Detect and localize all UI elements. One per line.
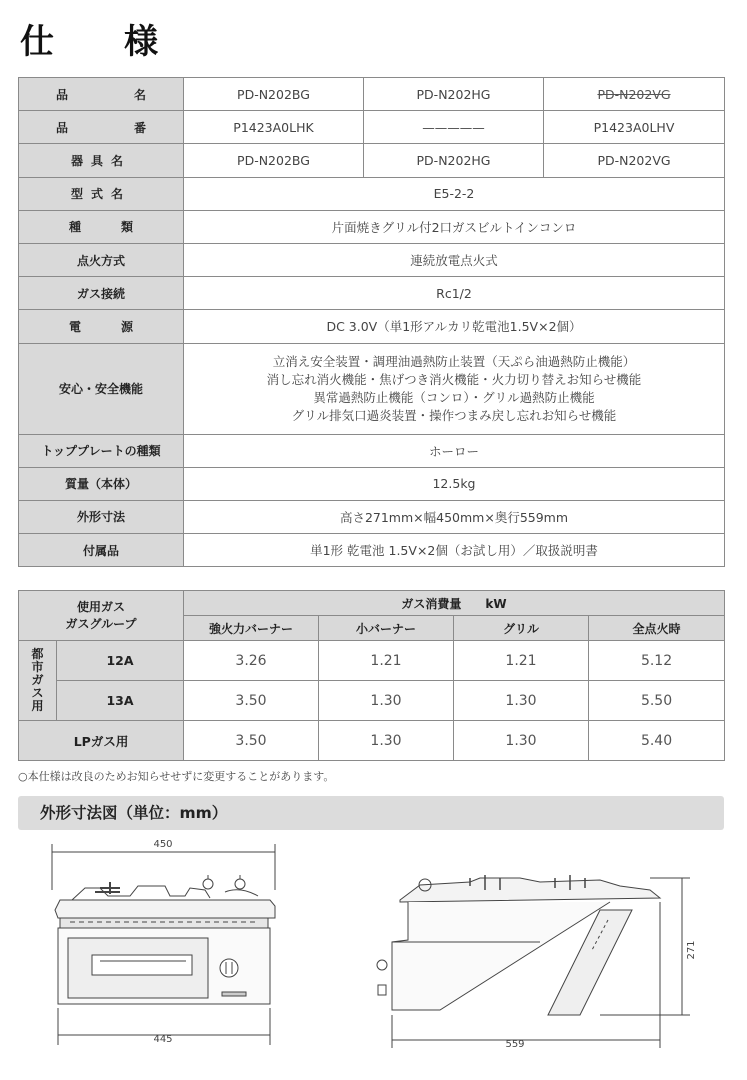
table-row <box>19 177 725 210</box>
row-label: 電 源 <box>19 310 184 343</box>
cell: 1.30 <box>319 721 454 761</box>
cell: 高さ271mm×幅450mm×奥行559mm <box>184 500 725 533</box>
table-row <box>19 111 725 144</box>
cell: E5-2-2 <box>184 177 725 210</box>
feature-line: 立消え安全装置・調理油過熱防止装置（天ぷら油過熱防止機能） <box>272 353 636 369</box>
cell: 5.12 <box>589 641 725 681</box>
table-row <box>19 681 725 721</box>
row-label: 質量（本体） <box>19 467 184 500</box>
table-row <box>19 500 725 533</box>
gas-group-label: LPガス用 <box>19 721 184 761</box>
table-row <box>19 343 725 434</box>
table-row <box>19 78 725 111</box>
cell: 12.5kg <box>184 467 725 500</box>
vertical-char: 用 <box>31 699 44 713</box>
table-row <box>19 277 725 310</box>
cell: 単1形 乾電池 1.5V×2個（お試し用）／取扱説明書 <box>184 534 725 567</box>
cell: PD-N202VG <box>544 144 725 177</box>
cell: P1423A0LHV <box>544 111 725 144</box>
row-label: 品 番 <box>19 111 184 144</box>
cell: 1.21 <box>319 641 454 681</box>
header-line: 使用ガス <box>77 599 126 614</box>
cell: PD-N202BG <box>184 144 364 177</box>
page-title: 仕 様 <box>20 22 176 62</box>
row-label: 付属品 <box>19 534 184 567</box>
strikethrough-text: PD-N202VG <box>597 86 671 102</box>
gas-group-label: 13A <box>57 681 184 721</box>
cell: 1.21 <box>454 641 589 681</box>
gas-consumption-table <box>18 590 725 761</box>
row-label: 型式名 <box>19 177 184 210</box>
cell: 3.50 <box>184 681 319 721</box>
cell: 1.30 <box>319 681 454 721</box>
column-header: 強火力バーナー <box>184 616 319 641</box>
cell: ————— <box>364 111 544 144</box>
cell: ホーロー <box>184 434 725 467</box>
city-gas-label <box>19 641 57 721</box>
dimension-drawing <box>0 830 747 1080</box>
vertical-char: 都 <box>31 647 44 661</box>
cell: P1423A0LHK <box>184 111 364 144</box>
front-width-label: 450 <box>153 839 173 850</box>
feature-line: グリル排気口過炎装置・操作つまみ戻し忘れお知らせ機能 <box>291 407 617 423</box>
vertical-char: ス <box>31 686 44 700</box>
vertical-char: ガ <box>31 673 44 687</box>
gas-group-label: 12A <box>57 641 184 681</box>
row-label: ガス接続 <box>19 277 184 310</box>
cell: Rc1/2 <box>184 277 725 310</box>
side-height-label: 271 <box>686 940 697 960</box>
cell: PD-N202HG <box>364 144 544 177</box>
table-row <box>19 534 725 567</box>
gas-group-header <box>19 591 184 641</box>
cell: 3.26 <box>184 641 319 681</box>
table-row <box>19 434 725 467</box>
table-row <box>19 310 725 343</box>
feature-line: 異常過熱防止機能（コンロ）・グリル過熱防止機能 <box>313 389 595 405</box>
section-heading: 外形寸法図（単位：mm） <box>18 796 724 830</box>
header-line: ガスグループ <box>65 616 137 631</box>
cell: 連続放電点火式 <box>184 243 725 276</box>
vertical-char: 市 <box>31 660 44 674</box>
consumption-header: ガス消費量 kW <box>184 591 725 616</box>
table-row <box>19 144 725 177</box>
cell: PD-N202BG <box>184 78 364 111</box>
row-label: 器具名 <box>19 144 184 177</box>
cell: 1.30 <box>454 681 589 721</box>
table-row <box>19 243 725 276</box>
table-row <box>19 210 725 243</box>
cell <box>184 343 725 434</box>
row-label: 品 名 <box>19 78 184 111</box>
spec-note: ○本仕様は改良のためお知らせせずに変更することがあります。 <box>18 770 335 783</box>
cell: 5.40 <box>589 721 725 761</box>
table-row <box>19 641 725 681</box>
cell: 5.50 <box>589 681 725 721</box>
cell <box>544 78 725 111</box>
spec-table <box>18 77 725 567</box>
table-row <box>19 721 725 761</box>
side-view-diagram <box>377 875 690 1048</box>
front-bottom-width-label: 445 <box>153 1034 173 1045</box>
row-label: 安心・安全機能 <box>19 343 184 434</box>
front-view-diagram <box>52 844 275 1045</box>
cell: 片面焼きグリル付2口ガスビルトインコンロ <box>184 210 725 243</box>
table-header-row <box>19 591 725 616</box>
side-depth-label: 559 <box>505 1039 525 1050</box>
feature-line: 消し忘れ消火機能・焦げつき消火機能・火力切り替えお知らせ機能 <box>266 371 642 387</box>
row-label: 種 類 <box>19 210 184 243</box>
cell: DC 3.0V（単1形アルカリ乾電池1.5V×2個） <box>184 310 725 343</box>
row-label: トッププレートの種類 <box>19 434 184 467</box>
row-label: 点火方式 <box>19 243 184 276</box>
column-header: 全点火時 <box>589 616 725 641</box>
row-label: 外形寸法 <box>19 500 184 533</box>
table-row <box>19 467 725 500</box>
cell: PD-N202HG <box>364 78 544 111</box>
column-header: 小バーナー <box>319 616 454 641</box>
column-header: グリル <box>454 616 589 641</box>
cell: 1.30 <box>454 721 589 761</box>
cell: 3.50 <box>184 721 319 761</box>
